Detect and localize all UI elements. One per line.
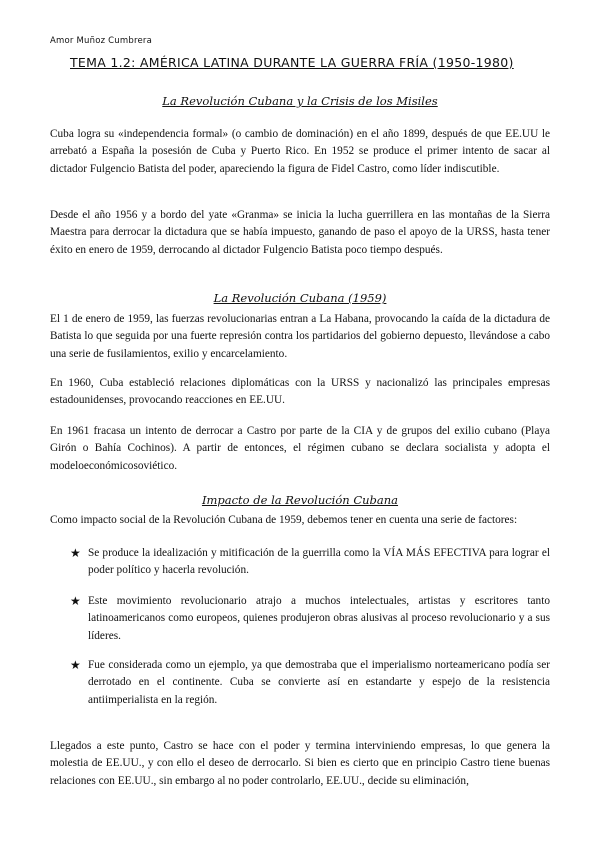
bullet-text: Se produce la idealización y mitificación de la guerrilla como la VÍA MÁS EFECTIVA para lograr el poder político y hacerla revolución. bbox=[88, 547, 550, 577]
star-bullet-icon: ★ bbox=[70, 658, 81, 672]
section-title-revolucion-1959: La Revolución Cubana (1959) bbox=[213, 291, 387, 305]
author-name: Amor Muñoz Cumbrera bbox=[50, 36, 153, 46]
paragraph-habana: El 1 de enero de 1959, las fuerzas revolucionarias entran a La Habana, provocando la caída de la dictadura de Batista lo que seguida por una fuerte represión contra los partidarios del gobierno depuesto, llevándose a cabo una serie de fusilamientos, exilio y encarcelamiento. bbox=[50, 313, 550, 360]
star-bullet-icon: ★ bbox=[70, 594, 81, 608]
star-bullet-icon: ★ bbox=[70, 546, 81, 560]
section-title-impacto: Impacto de la Revolución Cubana bbox=[201, 493, 399, 507]
bullet-text: Fue considerada como un ejemplo, ya que demostraba que el imperialismo norteamericano podía ser derrotado en el continente. Cuba se convierte así en estandarte y espejo de la resistencia antiimperialista en la región. bbox=[88, 659, 550, 706]
paragraph-castro-poder: Llegados a este punto, Castro se hace con el poder y termina interviniendo empresas, lo que genera la molestia de EE.UU., y con ello el deseo de derrocarlo. Si bien es cierto que en principio Castro tiene buenas relaciones con EE.UU., sin embargo al no poder controlarlo, EE.UU., decide su eliminación, bbox=[50, 740, 550, 787]
bullet-text: Este movimiento revolucionario atrajo a muchos intelectuales, artistas y escritores tanto latinoamericanos como europeos, quienes produjeron obras alusivas al proceso revolucionario y a sus líderes. bbox=[88, 595, 550, 642]
paragraph-1960: En 1960, Cuba estableció relaciones diplomáticas con la URSS y nacionalizó las principales empresas estadounidenses, provocando reacciones en EE.UU. bbox=[50, 377, 550, 407]
paragraph-impacto-intro: Como impacto social de la Revolución Cubana de 1959, debemos tener en cuenta una serie de factores: bbox=[50, 514, 518, 526]
document-title: TEMA 1.2: AMÉRICA LATINA DURANTE LA GUERRA FRÍA (1950-1980) bbox=[70, 55, 514, 70]
paragraph-granma: Desde el año 1956 y a bordo del yate «Granma» se inicia la lucha guerrillera en las montañas de la Sierra Maestra para derrocar la dictadura que se había impuesto, ganando de paso el apoyo de la URSS, hasta tener éxito en enero de 1959, derrocando al dictador Fulgencio Batista poco tiempo después. bbox=[50, 209, 550, 256]
paragraph-independencia: Cuba logra su «independencia formal» (o cambio de dominación) en el año 1899, después de que EE.UU le arrebató a España la posesión de Cuba y Puerto Rico. En 1952 se produce el primer intento de sacar al dictador Fulgencio Batista del poder, apareciendo la figura de Fidel Castro, como líder indiscutible. bbox=[50, 128, 550, 175]
section-title-revolucion-crisis: La Revolución Cubana y la Crisis de los Misiles bbox=[162, 94, 438, 108]
paragraph-1961: En 1961 fracasa un intento de derrocar a Castro por parte de la CIA y de grupos del exilio cubano (Playa Girón o Bahía Cochinos). A partir de entonces, el régimen cubano se declara socialista y adopta el modeloeconómicosoviético. bbox=[50, 425, 550, 472]
